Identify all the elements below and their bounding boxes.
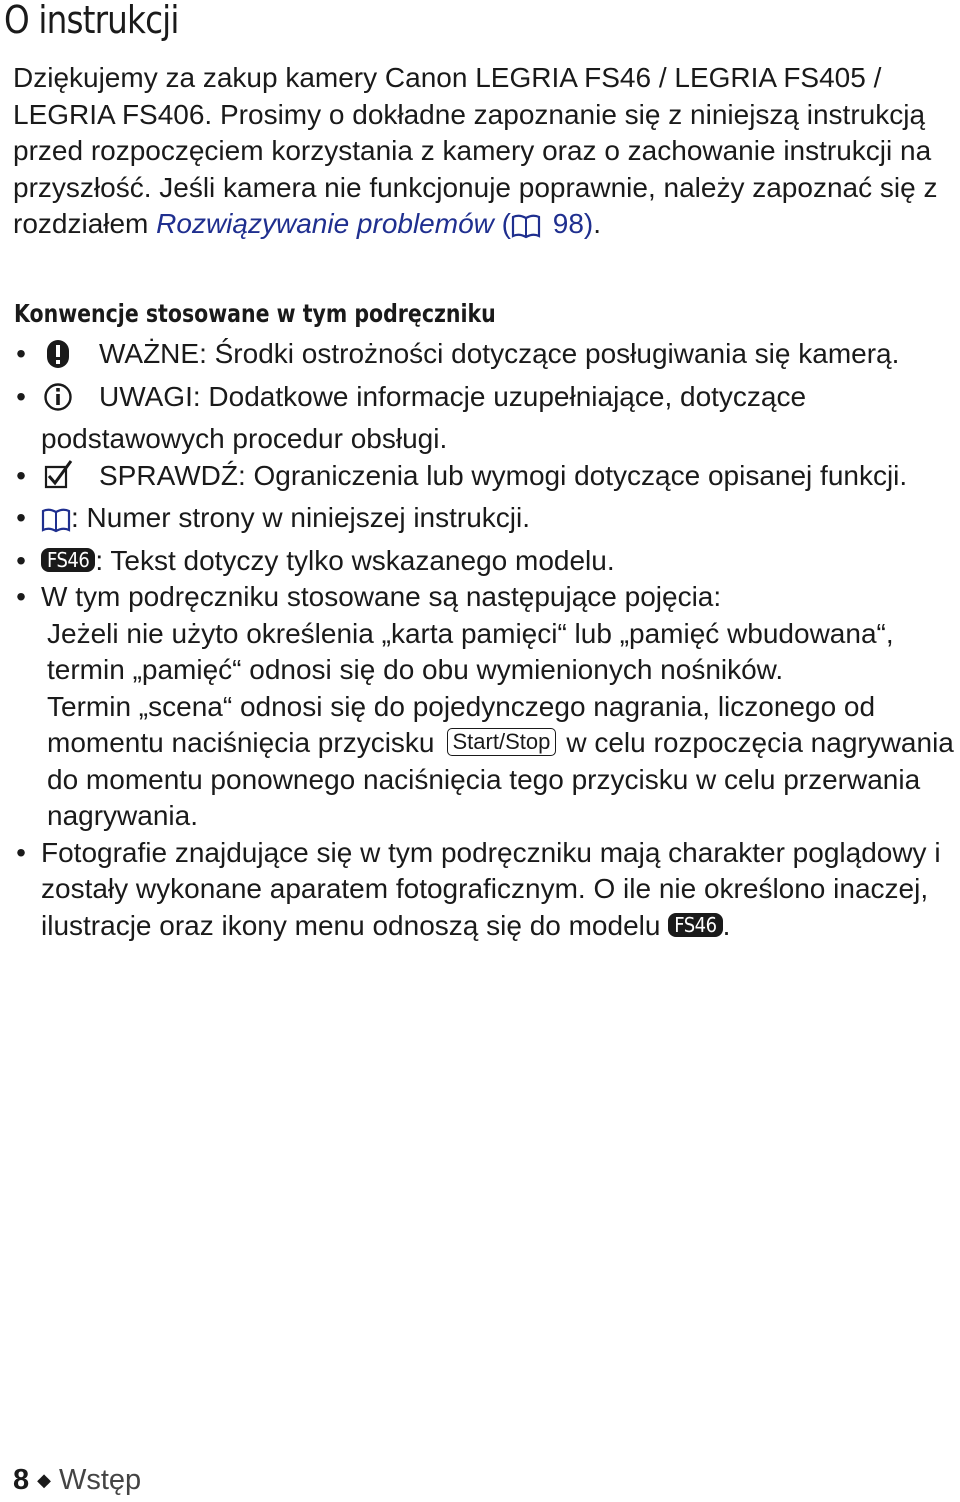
terms-paragraph-scene [41,689,956,835]
section-name: Wstęp [58,1464,142,1496]
convention-text: : Tekst dotyczy tylko wskazanego modelu. [95,544,615,576]
bullet: • [16,502,26,533]
check-icon [41,459,75,501]
important-icon [41,339,75,379]
convention-text: : Numer strony w niniejszej instrukcji. [71,502,531,533]
bullet: • [16,459,26,491]
conventions-heading: Konwencje stosowane w tym podręczniku [14,299,496,328]
list-item [0,379,960,458]
intro-paragraph [13,60,953,249]
page-footer [13,1462,141,1498]
ref-open: ( [493,208,511,239]
convention-text: WAŻNE: Środki ostrożności dotyczące posługiwania się kamerą. [99,338,900,369]
intro-end: . [593,208,602,239]
page-number: 8 [13,1464,30,1496]
intro-text: Dziękujemy za zakup kamery Canon LEGRIA FS46 / LEGRIA FS405 / LEGRIA FS406. Prosimy o dokładne zapoznanie się z niniejszą instrukcją przed rozpoczęciem korzystania z kamery oraz o zachowanie instrukcji na przyszłość. Jeśli kamera nie funkcjonuje poprawnie, należy zapoznać się z rozdziałem [13,62,938,239]
list-item [0,336,960,379]
bullet: • [16,380,26,412]
bullet: • [16,836,26,868]
list-item [0,458,960,501]
photos-end: . [722,909,731,941]
page-title: O instrukcji [4,0,179,42]
bullet: • [16,581,26,612]
model-badge: FS46 [41,548,95,572]
bullet: • [16,544,26,576]
ref-page: 98) [544,208,594,239]
convention-text: SPRAWDŹ: Ograniczenia lub wymogi dotyczące opisanej funkcji. [99,459,908,491]
photos-text: Fotografie znajdujące się w tym podręczniku mają charakter poglądowy i zostały wykonane aparatem fotograficznym. O ile nie określono inaczej, ilustracje oraz ikony menu odnoszą się do modelu [41,836,941,941]
terms-lead: W tym podręczniku stosowane są następujące pojęcia: [41,581,722,612]
troubleshooting-ref: Rozwiązywanie problemów [156,208,494,239]
book-icon [511,212,541,249]
info-icon [41,382,75,422]
list-item [0,543,960,580]
terms-paragraph-memory [41,616,956,689]
terms-memory-text: Jeżeli nie użyto określenia „karta pamięci“ lub „pamięć wbudowana“, termin „pamięć“ odnosi się do obu wymienionych nośników. [47,617,894,685]
list-item [0,835,960,945]
terms-scene-text-b: w celu rozpoczęcia nagrywania do momentu ponownego naciśnięcia tego przycisku w celu przerwania nagrywania. [47,727,954,831]
conventions-list [0,336,960,944]
list-item [0,579,960,835]
diamond-icon: ◆ [37,1470,51,1490]
convention-text: UWAGI: Dodatkowe informacje uzupełniające, dotyczące podstawowych procedur obsługi. [41,380,807,454]
troubleshooting-link[interactable] [156,208,593,239]
list-item [0,500,960,543]
bullet: • [16,338,26,369]
terms-scene-text-a: Termin „scena“ odnosi się do pojedynczego nagrania, liczonego od momentu naciśnięcia przycisku [47,690,876,758]
model-badge: FS46 [668,913,722,937]
book-icon [41,506,71,543]
start-stop-key: Start/Stop [447,728,557,756]
